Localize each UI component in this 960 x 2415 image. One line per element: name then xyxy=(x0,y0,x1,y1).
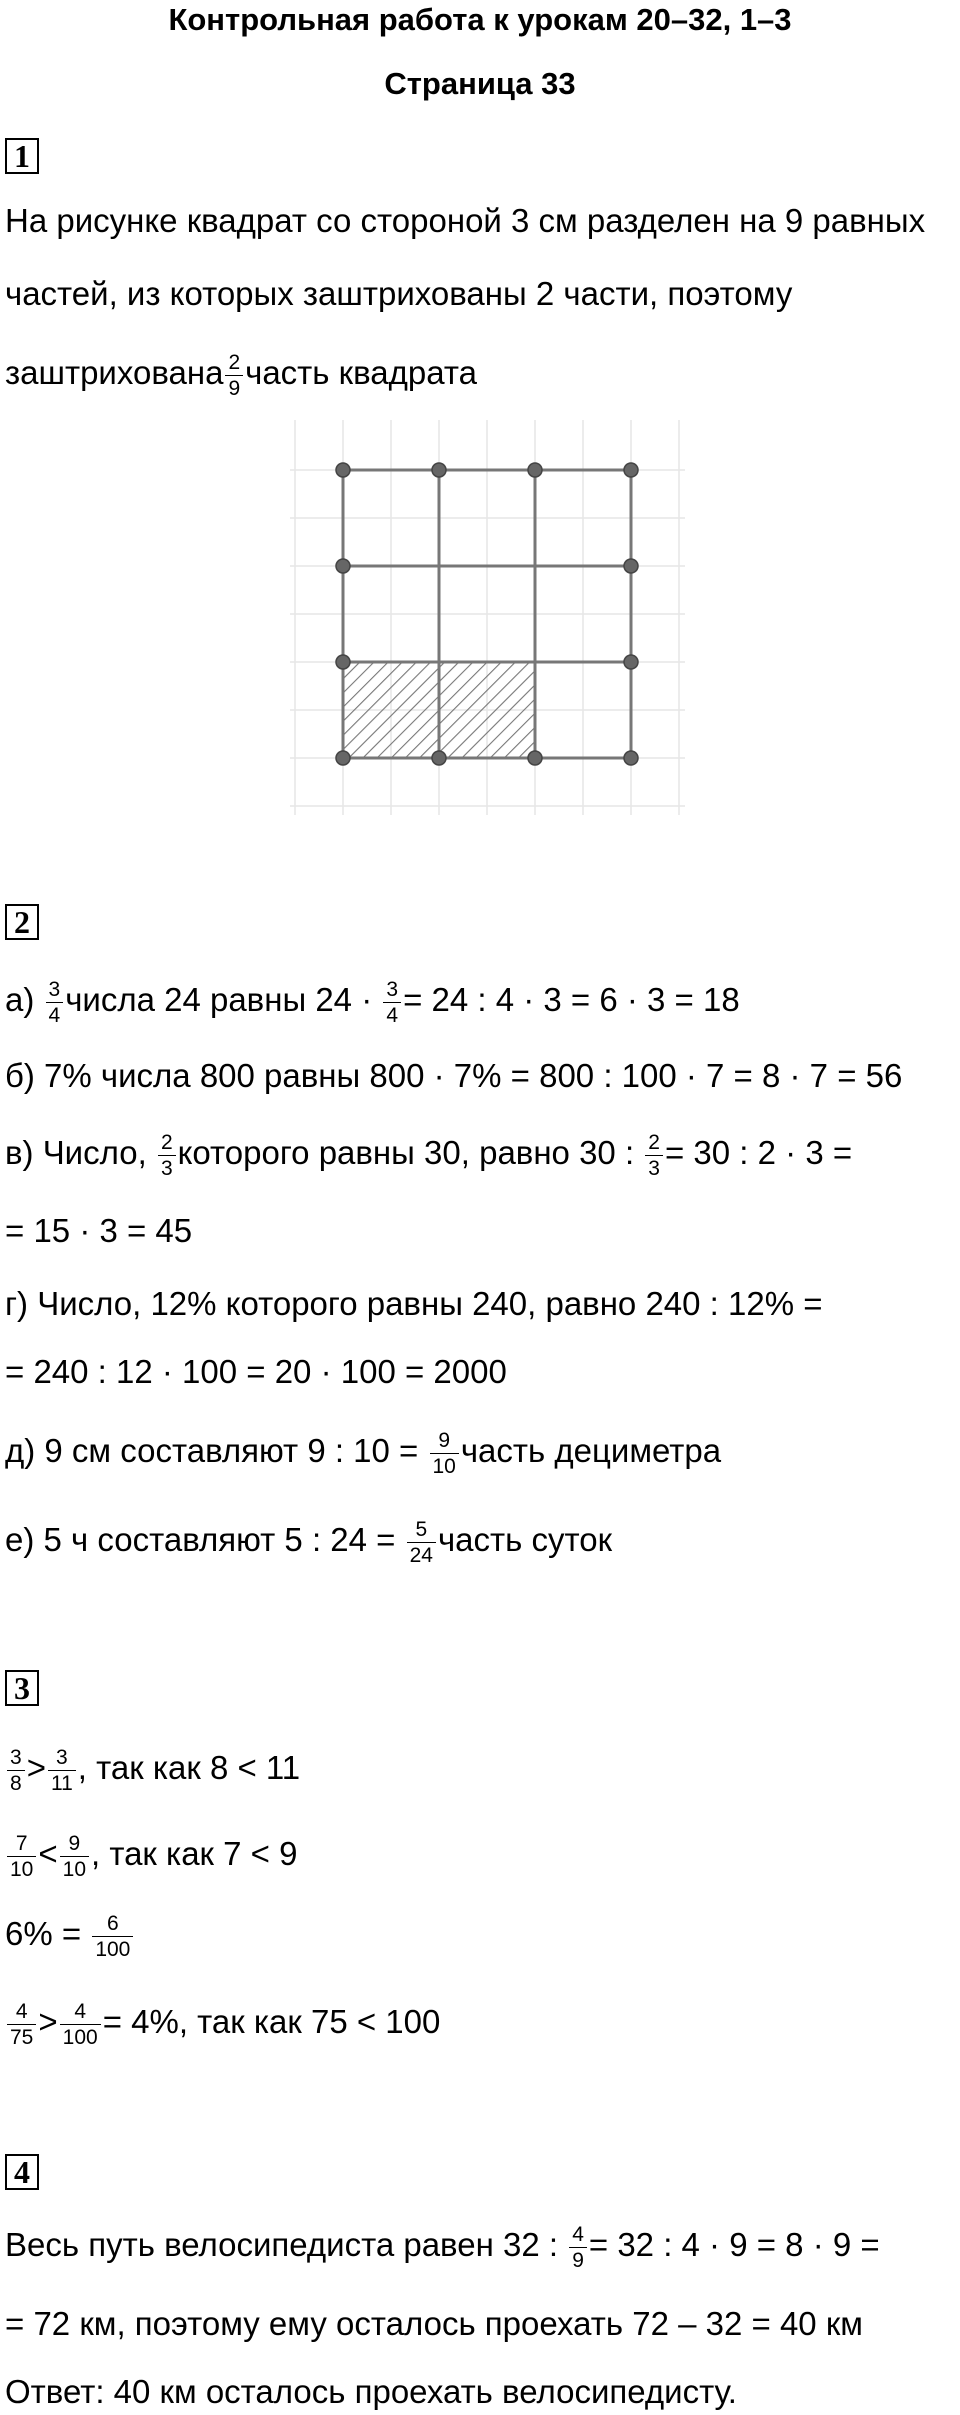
fraction: $\frac{3}{4}$ xyxy=(46,977,64,1028)
task1-line-2: частей, из которых заштрихованы 2 части, поэтому xyxy=(5,275,793,312)
fraction: $\frac{9}{10}$ xyxy=(430,1428,459,1479)
fraction: $\frac{4}{9}$ xyxy=(569,2222,587,2273)
task2-line-e: е) 5 ч составляют 5 : 24 = $\frac{5}{24}$ часть суток xyxy=(5,1518,613,1567)
fraction: $\frac{4}{100}$ xyxy=(60,1999,101,2050)
fraction: $\frac{2}{3}$ xyxy=(158,1130,176,1181)
task1-line-1: На рисунке квадрат со стороной 3 см разделен на 9 равных xyxy=(5,202,926,239)
task2-line-a: а) $\frac{3}{4}$ числа 24 равны 24 · $\frac{3}{4}$ = 24 : 4 · 3 = 6 · 3 = 18 xyxy=(5,978,740,1027)
fraction: $\frac{5}{24}$ xyxy=(407,1517,436,1568)
task-number-1: 1 xyxy=(5,138,39,174)
page-subtitle: Страница 33 xyxy=(384,66,576,101)
task4-answer: Ответ: 40 км осталось проехать велосипедисту. xyxy=(5,2373,737,2410)
fraction: $\frac{9}{10}$ xyxy=(60,1831,89,1882)
task1-line-3: заштрихована $\frac{2}{9}$ часть квадрата xyxy=(5,351,477,400)
task-number-3: 3 xyxy=(5,1670,39,1706)
task3-line-4: $\frac{4}{75}$ > $\frac{4}{100}$ = 4%, так как 75 < 100 xyxy=(5,1999,440,2050)
task2-line-g2: = 240 : 12 · 100 = 20 · 100 = 2000 xyxy=(5,1353,507,1390)
fraction: $\frac{3}{8}$ xyxy=(7,1745,25,1796)
fraction: $\frac{2}{3}$ xyxy=(645,1130,663,1181)
task3-line-3: 6% = $\frac{6}{100}$ xyxy=(5,1911,135,1962)
fraction: $\frac{6}{100}$ xyxy=(92,1911,133,1962)
divided-square-figure xyxy=(290,420,690,815)
fraction: $\frac{3}{11}$ xyxy=(48,1745,76,1796)
task-number-2: 2 xyxy=(5,904,39,940)
task2-line-b: б) 7% числа 800 равны 800 · 7% = 800 : 100 · 7 = 8 · 7 = 56 xyxy=(5,1057,903,1094)
task4-line-1: Весь путь велосипедиста равен 32 : $\frac{4}{9}$ = 32 : 4 · 9 = 8 · 9 = xyxy=(5,2223,880,2272)
task-number-4: 4 xyxy=(5,2154,39,2190)
task3-line-1: $\frac{3}{8}$ > $\frac{3}{11}$ , так как 8 < 11 xyxy=(5,1745,300,1796)
fraction: $\frac{2}{9}$ xyxy=(225,350,243,401)
task3-line-2: $\frac{7}{10}$ < $\frac{9}{10}$ , так как 7 < 9 xyxy=(5,1831,297,1882)
fraction: $\frac{7}{10}$ xyxy=(7,1831,36,1882)
task2-line-v: в) Число, $\frac{2}{3}$ которого равны 30, равно 30 : $\frac{2}{3}$ = 30 : 2 · 3 = xyxy=(5,1131,853,1180)
task2-line-d: д) 9 см составляют 9 : 10 = $\frac{9}{10}$ часть дециметра xyxy=(5,1429,722,1478)
page-title: Контрольная работа к урокам 20–32, 1–3 xyxy=(168,2,792,37)
task4-line-2: = 72 км, поэтому ему осталось проехать 72 – 32 = 40 км xyxy=(5,2305,863,2342)
task2-line-g: г) Число, 12% которого равны 240, равно 240 : 12% = xyxy=(5,1285,823,1322)
fraction: $\frac{3}{4}$ xyxy=(383,977,401,1028)
task2-line-v2: = 15 · 3 = 45 xyxy=(5,1212,193,1249)
fraction: $\frac{4}{75}$ xyxy=(7,1999,36,2050)
